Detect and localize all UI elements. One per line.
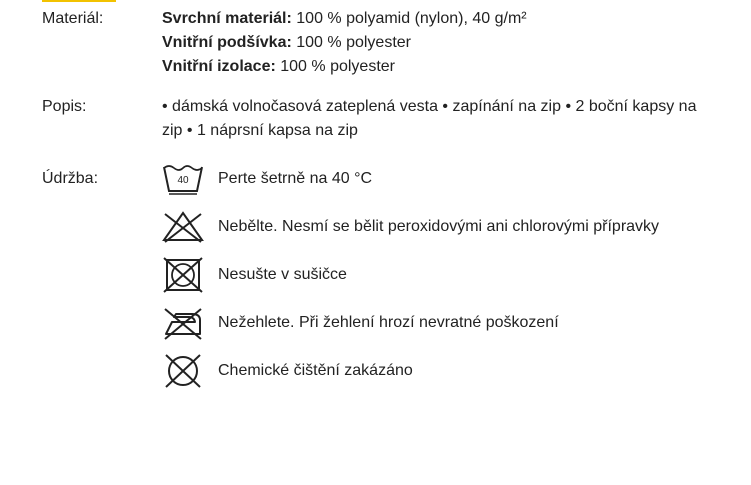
description-label: Popis: [42,98,87,115]
no-bleach-icon [162,207,204,247]
care-item-iron [162,303,722,343]
material-key: Vnitřní podšívka: [162,34,292,51]
wash-40-gentle-icon [162,159,204,199]
description-text: • dámská volnočasová zateplená vesta • zapínání na zip • 2 boční kapsy na zip • 1 náprsní kapsa na zip [162,98,697,139]
material-value: 100 % polyester [280,58,395,75]
accent-bar [42,0,116,2]
care-item-dryer [162,255,722,295]
material-value: 100 % polyamid (nylon), 40 g/m² [296,10,527,27]
care-item-bleach [162,207,722,247]
no-dry-clean-icon [162,351,204,391]
material-value: 100 % polyester [296,34,411,51]
care-text: Perte šetrně na 40 °C [218,170,373,187]
material-key: Vnitřní izolace: [162,58,276,75]
no-tumble-dry-icon [162,255,204,295]
material-line-insulation [162,55,707,79]
care-text: Nežehlete. Při žehlení hrozí nevratné poškození [218,314,559,331]
care-text: Nesušte v sušičce [218,266,347,283]
material-label: Materiál: [42,10,104,27]
care-text: Chemické čištění zakázáno [218,362,413,379]
material-line-outer [162,7,707,31]
care-text: Nebělte. Nesmí se bělit peroxidovými ani chlorovými přípravky [218,218,660,235]
care-item-wash [162,159,722,199]
care-item-dry-clean [162,351,722,391]
material-values [162,7,707,79]
care-label: Údržba: [42,170,99,187]
material-key: Svrchní materiál: [162,10,292,27]
wash-temperature: 40 [177,175,189,186]
no-iron-icon [162,303,204,343]
material-line-lining [162,31,707,55]
